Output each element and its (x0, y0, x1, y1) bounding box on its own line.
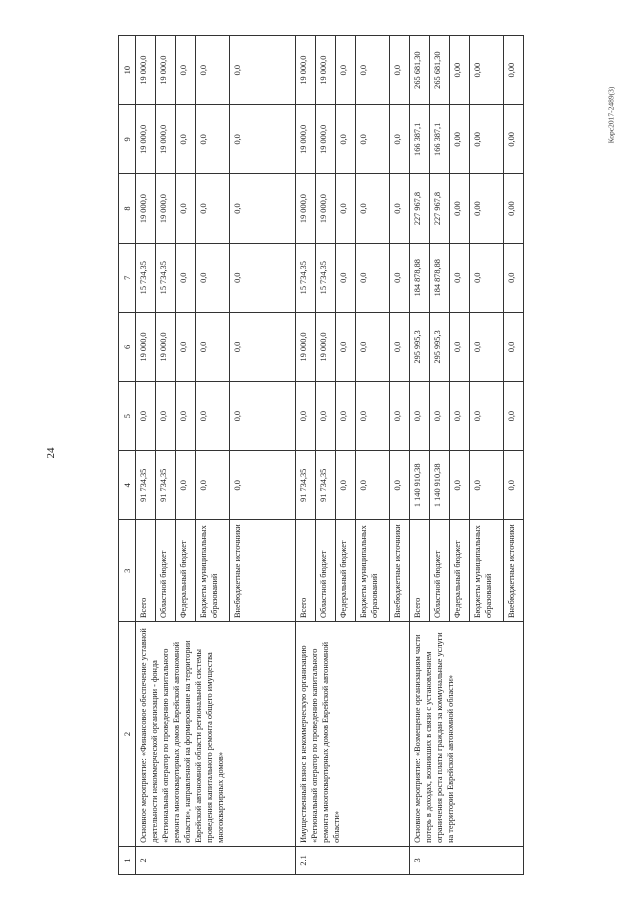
header-cell: 10 (119, 36, 136, 105)
amount-cell: 91 734,35 (296, 451, 316, 520)
funding-source: Областной бюджет (156, 520, 176, 622)
header-cell: 3 (119, 520, 136, 622)
amount-cell: 0,0 (336, 105, 356, 174)
amount-cell: 0,0 (176, 243, 196, 312)
financing-table (118, 35, 524, 875)
amount-cell: 0,0 (196, 312, 230, 381)
amount-cell: 19 000,0 (316, 312, 336, 381)
amount-cell: 0,00 (470, 105, 504, 174)
amount-cell: 0,0 (470, 243, 504, 312)
header-cell: 7 (119, 243, 136, 312)
header-cell: 5 (119, 382, 136, 451)
amount-cell: 0,0 (176, 105, 196, 174)
amount-cell: 0,0 (390, 243, 410, 312)
amount-cell: 0,0 (470, 382, 504, 451)
amount-cell: 19 000,0 (136, 174, 156, 243)
amount-cell: 0,00 (450, 105, 470, 174)
amount-cell: 91 734,35 (156, 451, 176, 520)
funding-source: Внебюджетные источники (230, 520, 296, 622)
amount-cell: 15 734,35 (296, 243, 316, 312)
amount-cell: 0,0 (230, 36, 296, 105)
activity-name: Имущественный взнос в некоммерческую организацию «Региональный оператор по проведению капитального ремонта многоквартирных домов Еврейской автономной области» (296, 622, 410, 847)
amount-cell: 184 878,88 (430, 243, 450, 312)
funding-source: Всего (136, 520, 156, 622)
amount-cell: 0,00 (504, 105, 524, 174)
amount-cell: 0,0 (356, 312, 390, 381)
amount-cell: 15 734,35 (156, 243, 176, 312)
amount-cell: 0,0 (176, 312, 196, 381)
amount-cell: 15 734,35 (316, 243, 336, 312)
amount-cell: 0,0 (296, 382, 316, 451)
amount-cell: 19 000,0 (316, 36, 336, 105)
amount-cell: 0,00 (450, 36, 470, 105)
amount-cell: 0,0 (230, 174, 296, 243)
funding-source: Бюджеты муниципальных образований (356, 520, 390, 622)
amount-cell: 0,00 (504, 36, 524, 105)
amount-cell: 0,0 (336, 451, 356, 520)
funding-source: Всего (410, 520, 430, 622)
amount-cell: 19 000,0 (156, 36, 176, 105)
amount-cell: 0,0 (504, 312, 524, 381)
item-number: 2 (136, 846, 296, 874)
amount-cell: 0,0 (450, 382, 470, 451)
amount-cell: 0,0 (470, 312, 504, 381)
page-number: 24 (45, 447, 57, 459)
amount-cell: 0,0 (356, 382, 390, 451)
header-cell: 9 (119, 105, 136, 174)
funding-source: Областной бюджет (316, 520, 336, 622)
amount-cell: 0,0 (176, 451, 196, 520)
amount-cell: 0,0 (390, 451, 410, 520)
amount-cell: 0,0 (136, 382, 156, 451)
amount-cell: 0,0 (176, 382, 196, 451)
amount-cell: 19 000,0 (296, 174, 316, 243)
amount-cell: 265 681,30 (410, 36, 430, 105)
amount-cell: 0,0 (196, 382, 230, 451)
amount-cell: 19 000,0 (136, 36, 156, 105)
amount-cell: 19 000,0 (136, 105, 156, 174)
amount-cell: 0,0 (356, 105, 390, 174)
amount-cell: 0,0 (504, 243, 524, 312)
amount-cell: 0,0 (230, 312, 296, 381)
funding-source: Областной бюджет (430, 520, 450, 622)
amount-cell: 0,0 (176, 36, 196, 105)
amount-cell: 19 000,0 (296, 36, 316, 105)
amount-cell: 0,0 (356, 451, 390, 520)
amount-cell: 19 000,0 (136, 312, 156, 381)
amount-cell: 0,0 (356, 174, 390, 243)
amount-cell: 0,0 (196, 243, 230, 312)
funding-source: Внебюджетные источники (504, 520, 524, 622)
amount-cell: 227 967,8 (410, 174, 430, 243)
table-row (296, 36, 316, 875)
header-cell: 4 (119, 451, 136, 520)
amount-cell: 19 000,0 (156, 105, 176, 174)
amount-cell: 0,0 (176, 174, 196, 243)
amount-cell: 0,0 (230, 105, 296, 174)
amount-cell: 0,0 (336, 312, 356, 381)
funding-source: Бюджеты муниципальных образований (470, 520, 504, 622)
amount-cell: 0,0 (336, 382, 356, 451)
amount-cell: 0,0 (450, 312, 470, 381)
amount-cell: 0,0 (390, 382, 410, 451)
amount-cell: 0,0 (430, 382, 450, 451)
header-cell: 1 (119, 846, 136, 874)
amount-cell: 0,0 (470, 451, 504, 520)
item-number: 3 (410, 846, 524, 874)
activity-name: Основное мероприятие: «Возмещение организациям части потерь в доходах, возникших в связи с установлением ограничения роста платы граждан за коммунальные услуги на территории Еврейской автономной области» (410, 622, 524, 847)
amount-cell: 0,0 (356, 243, 390, 312)
funding-source: Федеральный бюджет (176, 520, 196, 622)
funding-source: Внебюджетные источники (390, 520, 410, 622)
funding-source: Всего (296, 520, 316, 622)
amount-cell: 0,0 (390, 174, 410, 243)
table-row (410, 36, 430, 875)
amount-cell: 0,0 (336, 36, 356, 105)
amount-cell: 0,00 (470, 36, 504, 105)
header-cell: 8 (119, 174, 136, 243)
amount-cell: 15 734,35 (136, 243, 156, 312)
amount-cell: 0,00 (504, 174, 524, 243)
amount-cell: 0,0 (196, 451, 230, 520)
amount-cell: 0,0 (410, 382, 430, 451)
amount-cell: 19 000,0 (316, 174, 336, 243)
amount-cell: 0,0 (230, 451, 296, 520)
amount-cell: 295 995,3 (410, 312, 430, 381)
amount-cell: 19 000,0 (296, 312, 316, 381)
amount-cell: 19 000,0 (156, 174, 176, 243)
rotated-table-container (118, 35, 568, 875)
activity-name: Основное мероприятие: «Финансовое обеспечение уставной деятельности некоммерческой организации - фонда «Региональный оператор по проведению капитального ремонта многоквартирных домов Еврейской автономной области», направленной на формирование на территории Еврейской автономной области региональной системы проведения капитального ремонта общего имущества многоквартирных домов» (136, 622, 296, 847)
amount-cell: 0,0 (356, 36, 390, 105)
amount-cell: 0,0 (336, 243, 356, 312)
amount-cell: 0,0 (504, 451, 524, 520)
amount-cell: 0,0 (336, 174, 356, 243)
amount-cell: 295 995,3 (430, 312, 450, 381)
item-number: 2.1 (296, 846, 410, 874)
document-code: Корс2017-2489(3) (606, 86, 616, 144)
amount-cell: 19 000,0 (296, 105, 316, 174)
table-row (136, 36, 156, 875)
amount-cell: 0,0 (230, 243, 296, 312)
amount-cell: 91 734,35 (136, 451, 156, 520)
amount-cell: 265 681,30 (430, 36, 450, 105)
funding-source: Бюджеты муниципальных образований (196, 520, 230, 622)
amount-cell: 0,0 (450, 243, 470, 312)
amount-cell: 0,0 (390, 36, 410, 105)
amount-cell: 0,0 (450, 451, 470, 520)
amount-cell: 0,0 (196, 36, 230, 105)
amount-cell: 0,0 (196, 174, 230, 243)
amount-cell: 0,0 (230, 382, 296, 451)
amount-cell: 0,0 (316, 382, 336, 451)
amount-cell: 184 878,88 (410, 243, 430, 312)
header-cell: 6 (119, 312, 136, 381)
amount-cell: 0,00 (450, 174, 470, 243)
header-cell: 2 (119, 622, 136, 847)
amount-cell: 19 000,0 (156, 312, 176, 381)
amount-cell: 166 387,1 (430, 105, 450, 174)
amount-cell: 0,0 (390, 105, 410, 174)
amount-cell: 1 140 910,38 (430, 451, 450, 520)
amount-cell: 166 387,1 (410, 105, 430, 174)
amount-cell: 19 000,0 (316, 105, 336, 174)
amount-cell: 0,0 (504, 382, 524, 451)
amount-cell: 1 140 910,38 (410, 451, 430, 520)
header-row (119, 36, 136, 875)
funding-source: Федеральный бюджет (336, 520, 356, 622)
amount-cell: 0,0 (390, 312, 410, 381)
amount-cell: 227 967,8 (430, 174, 450, 243)
amount-cell: 0,0 (196, 105, 230, 174)
funding-source: Федеральный бюджет (450, 520, 470, 622)
amount-cell: 0,00 (470, 174, 504, 243)
amount-cell: 91 734,35 (316, 451, 336, 520)
amount-cell: 0,0 (156, 382, 176, 451)
